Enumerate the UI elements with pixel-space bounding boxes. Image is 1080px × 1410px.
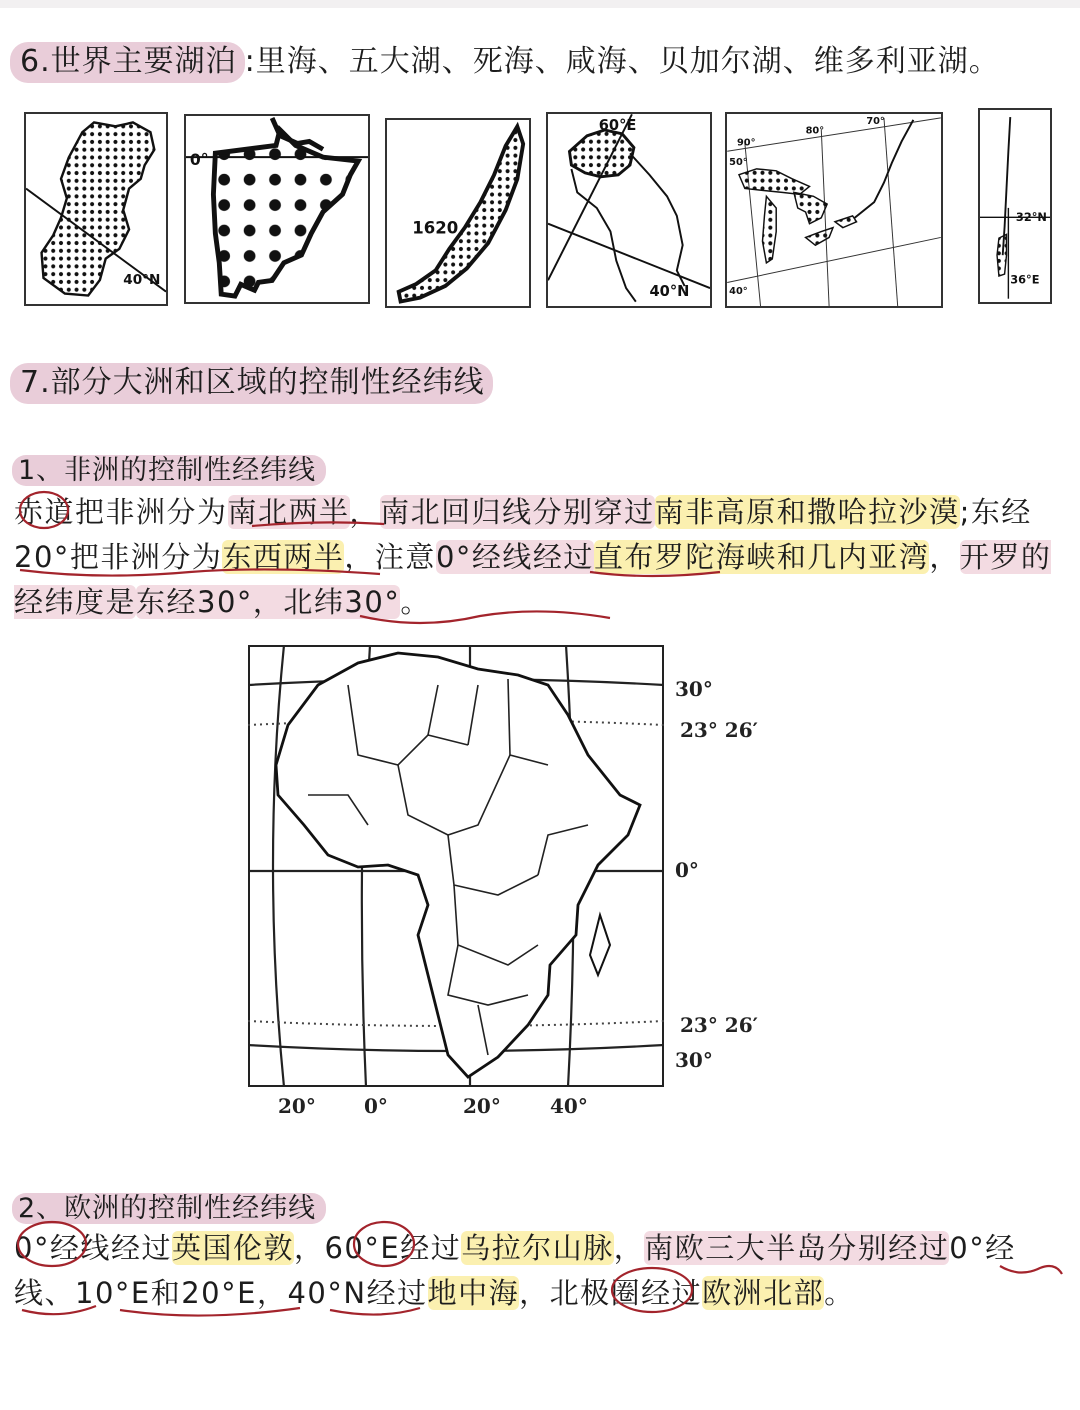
dead-sea-lat-label: 32°N	[1015, 210, 1047, 225]
lake-map-aral	[546, 112, 712, 308]
africa-lon-40e: 40°	[550, 1094, 588, 1118]
africa-lat-tropic-cancer: 23° 26′	[680, 718, 758, 742]
lake-map-caspian	[184, 114, 370, 304]
section-6-heading	[10, 40, 1000, 84]
africa-lon-20w: 20°	[278, 1094, 316, 1118]
top-edge-strip	[0, 0, 1080, 8]
baikal-outline	[387, 120, 529, 306]
great-lakes-lon-70: 70°	[866, 115, 885, 127]
africa-lat-equator: 0°	[675, 858, 699, 882]
lake-map-dead-sea	[978, 108, 1052, 304]
dead-sea-outline	[980, 110, 1050, 302]
europe-paragraph: 0°经线经过英国伦敦，60°E经过乌拉尔山脉，南欧三大半岛分别经过0°经线、10°E和20°E，40°N经过地中海，北极圈经过欧洲北部。	[14, 1231, 1016, 1310]
victoria-outline	[26, 114, 166, 304]
africa-lat-tropic-capricorn: 23° 26′	[680, 1013, 758, 1037]
great-lakes-lon-80: 80°	[805, 125, 825, 137]
section-7-heading	[10, 361, 493, 405]
aral-lat-label: 40°N	[649, 282, 690, 300]
africa-lat-30n: 30°	[675, 677, 713, 701]
section-7-title: 7.部分大洲和区域的控制性经纬线	[10, 363, 493, 404]
lake-map-great-lakes	[725, 112, 943, 308]
africa-map-graphic	[248, 645, 664, 1087]
caspian-lat-label: 0°	[189, 149, 209, 169]
africa-paragraph: 赤道把非洲分为南北两半，南北回归线分别穿过南非高原和撒哈拉沙漠;东经20°把非洲分为东西两半，注意0°经线经过直布罗陀海峡和几内亚湾，开罗的经纬度是东经30°，北纬30°。	[14, 495, 1052, 619]
africa-lat-30s: 30°	[675, 1048, 713, 1072]
africa-lon-20e: 20°	[463, 1094, 501, 1118]
africa-lon-0: 0°	[364, 1094, 388, 1118]
section-6-lake-list: :里海、五大湖、死海、咸海、贝加尔湖、维多利亚湖。	[244, 44, 1000, 79]
lake-map-victoria	[24, 112, 168, 306]
africa-map	[248, 645, 664, 1087]
great-lakes-lon-90: 90°	[737, 137, 756, 149]
aral-outline	[548, 114, 710, 306]
africa-subtitle: 1、非洲的控制性经纬线	[12, 452, 326, 490]
lake-map-baikal	[385, 118, 531, 308]
caspian-outline	[186, 116, 368, 302]
europe-subtitle: 2、欧洲的控制性经纬线	[12, 1190, 326, 1228]
victoria-lat-label: 40°N	[123, 271, 161, 288]
great-lakes-lat-50: 50°	[729, 156, 748, 168]
dead-sea-lon-label: 36°E	[1010, 272, 1040, 287]
baikal-depth-label: 1620	[412, 218, 459, 238]
section-6-number-title: 6.世界主要湖泊	[10, 42, 245, 83]
aral-lon-label: 60°E	[598, 116, 637, 134]
great-lakes-outline	[727, 114, 941, 306]
great-lakes-lat-40: 40°	[729, 286, 748, 298]
